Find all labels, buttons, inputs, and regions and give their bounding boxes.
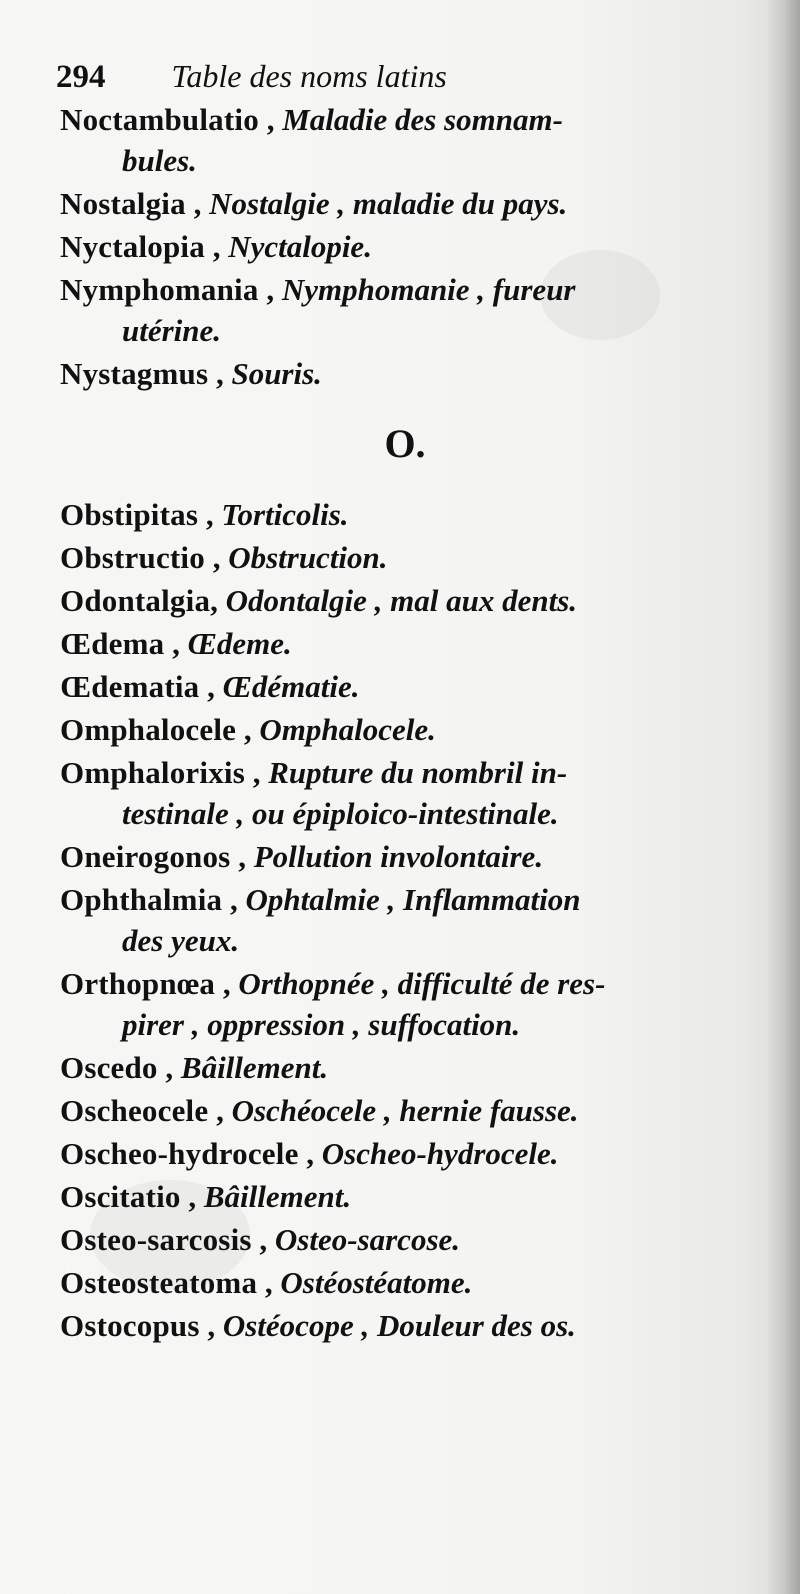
french-term: Obstruction. bbox=[228, 540, 388, 575]
latin-term: Osteosteatoma bbox=[60, 1265, 258, 1300]
french-term: Oschéocele , hernie fausse. bbox=[231, 1093, 579, 1128]
latin-term: Oneirogonos bbox=[60, 839, 231, 874]
separator: , bbox=[222, 882, 246, 917]
separator: , bbox=[210, 583, 226, 618]
glossary-entry bbox=[60, 882, 750, 959]
glossary-entry bbox=[60, 229, 750, 265]
french-term: Torticolis. bbox=[221, 497, 349, 532]
french-term: Maladie des somnam- bbox=[282, 102, 563, 137]
latin-term: Oscheo-hydrocele bbox=[60, 1136, 299, 1171]
latin-term: Obstipitas bbox=[60, 497, 199, 532]
glossary-entry bbox=[60, 669, 750, 705]
running-title: Table des noms latins bbox=[171, 58, 447, 94]
french-term: Osteo-sarcose. bbox=[274, 1222, 461, 1257]
latin-term: Nymphomania bbox=[60, 272, 259, 307]
separator: , bbox=[157, 1050, 181, 1085]
latin-term: Oscheocele bbox=[60, 1093, 209, 1128]
french-term: Souris. bbox=[231, 356, 322, 391]
latin-term: Omphalocele bbox=[60, 712, 237, 747]
french-term: Nymphomanie , fureur bbox=[281, 272, 576, 307]
separator: , bbox=[180, 1179, 204, 1214]
separator: , bbox=[257, 1265, 281, 1300]
french-term: Nostalgie , maladie du pays. bbox=[209, 186, 568, 221]
latin-term: Obstructio bbox=[60, 540, 205, 575]
glossary-entry bbox=[60, 1265, 750, 1301]
latin-term: Omphalorixis bbox=[60, 755, 245, 790]
latin-term: Oscitatio bbox=[60, 1179, 181, 1214]
glossary-entry bbox=[60, 102, 750, 179]
separator: , bbox=[204, 229, 229, 264]
french-term-continuation: testinale , ou épiploico-intestinale. bbox=[122, 796, 559, 831]
separator: , bbox=[230, 839, 254, 874]
french-term: Rupture du nombril in- bbox=[268, 755, 568, 790]
separator: , bbox=[164, 626, 188, 661]
entries-group-n bbox=[60, 102, 750, 392]
glossary-entry bbox=[60, 186, 750, 222]
glossary-entry bbox=[60, 755, 750, 832]
french-term: Bâillement. bbox=[203, 1179, 352, 1214]
separator: , bbox=[199, 669, 223, 704]
glossary-entry bbox=[60, 1179, 750, 1215]
latin-term: Noctambulatio bbox=[60, 102, 259, 137]
separator: , bbox=[185, 186, 210, 221]
separator: , bbox=[236, 712, 260, 747]
glossary-entry bbox=[60, 966, 750, 1043]
french-term: Orthopnée , difficulté de res- bbox=[238, 966, 606, 1001]
glossary-entry bbox=[60, 1308, 750, 1344]
french-term: Œdeme. bbox=[187, 626, 292, 661]
separator: , bbox=[258, 102, 283, 137]
separator: , bbox=[298, 1136, 322, 1171]
french-term: Ostéocope , Douleur des os. bbox=[222, 1308, 576, 1343]
french-term-continuation: des yeux. bbox=[122, 923, 240, 958]
french-term: Pollution involontaire. bbox=[253, 839, 544, 874]
separator: , bbox=[208, 1093, 232, 1128]
latin-term: Oscedo bbox=[60, 1050, 158, 1085]
glossary-entry bbox=[60, 1136, 750, 1172]
latin-term: Œdematia bbox=[60, 669, 200, 704]
latin-term: Ostocopus bbox=[60, 1308, 200, 1343]
glossary-entry bbox=[60, 540, 750, 576]
french-term: Œdématie. bbox=[222, 669, 360, 704]
glossary-entry bbox=[60, 583, 750, 619]
french-term-continuation: pirer , oppression , suffocation. bbox=[122, 1007, 521, 1042]
glossary-entries bbox=[60, 102, 750, 1351]
french-term: Nyctalopie. bbox=[228, 229, 372, 264]
glossary-entry bbox=[60, 497, 750, 533]
page-number: 294 bbox=[56, 59, 106, 95]
french-term: Ostéostéatome. bbox=[280, 1265, 473, 1300]
glossary-entry bbox=[60, 1093, 750, 1129]
separator: , bbox=[208, 356, 232, 391]
latin-term: Osteo-sarcosis bbox=[60, 1222, 252, 1257]
glossary-entry bbox=[60, 356, 750, 392]
latin-term: Œdema bbox=[60, 626, 165, 661]
latin-term: Orthopnœa bbox=[60, 966, 216, 1001]
french-term: Ophtalmie , Inflammation bbox=[245, 882, 581, 917]
running-head bbox=[56, 58, 447, 104]
glossary-entry bbox=[60, 1050, 750, 1086]
glossary-entry bbox=[60, 626, 750, 662]
separator: , bbox=[215, 966, 239, 1001]
entries-group-o bbox=[60, 497, 750, 1344]
separator: , bbox=[204, 540, 229, 575]
separator: , bbox=[251, 1222, 275, 1257]
separator: , bbox=[244, 755, 269, 790]
section-letter: O. bbox=[384, 421, 426, 466]
separator: , bbox=[199, 1308, 223, 1343]
latin-term: Odontalgia bbox=[60, 583, 211, 618]
french-term: Omphalocele. bbox=[259, 712, 436, 747]
french-term: Oscheo-hydrocele. bbox=[321, 1136, 559, 1171]
glossary-entry bbox=[60, 272, 750, 349]
page-gutter-shadow bbox=[766, 0, 800, 1594]
french-term: Odontalgie , mal aux dents. bbox=[225, 583, 578, 618]
french-term: Bâillement. bbox=[180, 1050, 329, 1085]
glossary-entry bbox=[60, 712, 750, 748]
latin-term: Ophthalmia bbox=[60, 882, 223, 917]
french-term-continuation: utérine. bbox=[122, 313, 222, 348]
latin-term: Nostalgia bbox=[60, 186, 186, 221]
glossary-entry bbox=[60, 1222, 750, 1258]
french-term-continuation: bules. bbox=[122, 143, 197, 178]
latin-term: Nyctalopia bbox=[60, 229, 205, 264]
separator: , bbox=[198, 497, 222, 532]
latin-term: Nystagmus bbox=[60, 356, 209, 391]
glossary-entry bbox=[60, 839, 750, 875]
separator: , bbox=[258, 272, 282, 307]
